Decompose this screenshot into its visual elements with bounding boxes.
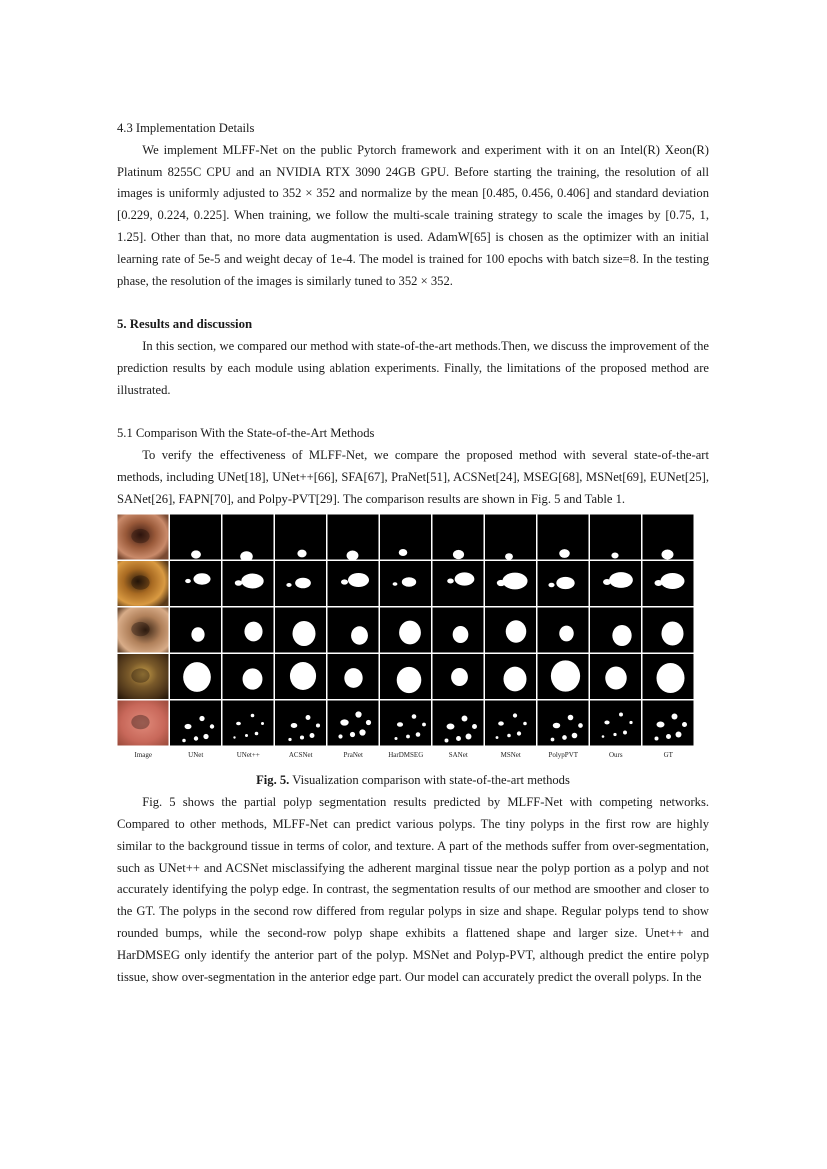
mask-region <box>657 722 665 728</box>
mask-region <box>513 714 517 718</box>
column-label: PraNet <box>343 751 363 760</box>
mask-region <box>662 550 674 560</box>
input-image-lumen <box>131 529 149 543</box>
mask-region <box>300 736 304 740</box>
mask-cell <box>433 654 484 699</box>
mask-cell <box>170 608 221 653</box>
mask-region <box>505 554 513 561</box>
column-label: UNet <box>188 751 204 760</box>
mask-region <box>466 734 472 740</box>
mask-region <box>553 723 560 729</box>
mask-cell <box>643 515 694 560</box>
mask-cell <box>643 608 694 653</box>
mask-region <box>412 715 417 720</box>
mask-background <box>590 701 641 746</box>
input-image <box>118 654 169 699</box>
mask-cell <box>538 701 589 746</box>
mask-region <box>453 550 464 559</box>
mask-region <box>605 667 626 690</box>
mask-cell <box>328 701 379 746</box>
mask-region <box>399 621 421 645</box>
mask-region <box>629 721 632 724</box>
column-label: ACSNet <box>288 751 313 760</box>
section-5-1-heading: 5.1 Comparison With the State-of-the-Art Methods <box>117 426 375 441</box>
mask-region <box>306 715 311 720</box>
mask-cell <box>328 515 379 561</box>
mask-region <box>194 737 198 741</box>
mask-region <box>507 734 511 738</box>
mask-region <box>559 549 570 558</box>
mask-cell <box>380 515 431 560</box>
column-label: GT <box>663 751 673 760</box>
mask-region <box>447 579 454 584</box>
mask-cell <box>170 515 221 560</box>
mask-region <box>185 579 191 583</box>
mask-region <box>235 581 242 587</box>
mask-region <box>210 725 214 729</box>
mask-region <box>255 732 259 736</box>
mask-cell <box>328 654 379 699</box>
mask-region <box>351 627 368 645</box>
mask-region <box>462 716 468 722</box>
mask-region <box>619 713 623 717</box>
mask-cell <box>275 701 326 746</box>
mask-region <box>682 722 687 727</box>
mask-cell <box>328 608 379 653</box>
mask-cell <box>643 701 694 746</box>
section-5-1-paragraph: To verify the effectiveness of MLFF-Net, we compare the proposed method with several state-of-the-art methods, including UNet[18], UNet++[66], SFA[67], PraNet[51], ACSNet[24], MSEG[68], MSNet[69], EUNet[25], SANet[26], FAPN[70], and Polpy-PVT[29]. The comparison results are shown in Fig. 5 and Table 1. <box>117 447 709 506</box>
input-image-lumen <box>131 622 149 636</box>
mask-region <box>578 724 583 729</box>
mask-cell <box>485 608 536 653</box>
mask-region <box>203 734 208 739</box>
section-4-3-heading: 4.3 Implementation Details <box>117 121 255 135</box>
input-image <box>118 561 169 606</box>
mask-region <box>393 583 398 587</box>
mask-cell <box>590 561 641 606</box>
figure-5-caption-text: Visualization comparison with state-of-the-art methods <box>289 773 570 788</box>
mask-cell <box>538 608 589 653</box>
mask-region <box>193 574 210 585</box>
mask-region <box>623 731 627 735</box>
mask-region <box>288 738 291 741</box>
figure-5-caption <box>117 770 709 792</box>
mask-region <box>496 736 499 739</box>
mask-region <box>422 723 426 727</box>
mask-region <box>397 723 403 728</box>
mask-cell <box>485 701 536 746</box>
mask-cell <box>223 515 274 562</box>
mask-region <box>602 736 605 739</box>
mask-region <box>293 621 316 646</box>
mask-cell <box>590 608 641 653</box>
figure-5 <box>117 514 695 766</box>
mask-background <box>485 515 536 560</box>
mask-region <box>182 739 186 743</box>
mask-region <box>191 551 201 559</box>
mask-region <box>251 714 255 718</box>
mask-region <box>344 669 362 689</box>
mask-region <box>506 621 527 643</box>
mask-region <box>447 724 455 730</box>
mask-region <box>366 720 371 725</box>
mask-cell <box>170 561 221 606</box>
mask-region <box>291 723 298 728</box>
section-5-heading: 5. Results and discussion <box>117 317 253 332</box>
mask-region <box>347 551 359 561</box>
mask-region <box>657 663 685 693</box>
mask-region <box>244 622 262 642</box>
mask-region <box>503 667 526 692</box>
mask-region <box>184 724 191 729</box>
mask-cell <box>223 561 274 606</box>
mask-region <box>399 549 408 556</box>
mask-cell <box>485 561 536 606</box>
mask-cell <box>590 515 641 560</box>
mask-region <box>261 722 264 725</box>
mask-region <box>497 580 505 586</box>
column-label: SANet <box>448 751 468 760</box>
mask-region <box>350 732 355 737</box>
mask-region <box>295 578 311 588</box>
mask-cell <box>433 515 484 560</box>
mask-cell <box>380 561 431 606</box>
mask-region <box>416 733 421 738</box>
mask-region <box>603 579 611 585</box>
input-image <box>118 701 169 746</box>
mask-cell <box>643 654 694 699</box>
mask-region <box>666 734 671 739</box>
mask-region <box>191 628 204 642</box>
mask-region <box>559 626 573 642</box>
mask-cell <box>328 561 379 606</box>
mask-region <box>236 722 241 726</box>
mask-region <box>613 733 616 736</box>
page-body <box>117 118 709 988</box>
mask-region <box>359 730 365 736</box>
mask-region <box>523 722 527 726</box>
mask-cell <box>590 654 641 699</box>
mask-cell <box>170 701 221 746</box>
mask-region <box>548 583 554 588</box>
mask-region <box>316 724 320 728</box>
mask-region <box>286 583 291 587</box>
mask-region <box>611 553 618 559</box>
mask-cell <box>275 515 326 560</box>
column-label: Ours <box>608 751 623 760</box>
mask-region <box>402 578 416 588</box>
figure-5-grid <box>117 514 695 766</box>
input-image-lumen <box>131 669 149 683</box>
mask-region <box>341 580 348 585</box>
mask-region <box>655 737 659 741</box>
mask-region <box>199 716 204 721</box>
mask-region <box>604 721 609 725</box>
mask-cell <box>380 701 431 746</box>
column-label: UNet++ <box>236 751 260 760</box>
mask-region <box>609 572 633 588</box>
mask-region <box>297 550 306 558</box>
mask-background <box>485 701 536 746</box>
section-5-paragraph: In this section, we compared our method with state-of-the-art methods.Then, we discuss the improvement of the prediction results by each module using ablation experiments. Finally, the limitations of the proposed method are illustrated. <box>117 338 709 397</box>
mask-cell <box>223 608 274 653</box>
mask-region <box>551 738 555 742</box>
mask-cell <box>275 561 326 606</box>
mask-background <box>170 561 221 606</box>
mask-region <box>568 715 574 721</box>
mask-region <box>612 625 631 646</box>
mask-region <box>445 739 449 743</box>
input-image <box>118 608 169 653</box>
mask-cell <box>643 561 694 606</box>
mask-cell <box>433 561 484 606</box>
mask-region <box>517 732 521 736</box>
mask-region <box>662 622 684 646</box>
mask-region <box>455 573 475 586</box>
input-image-lumen <box>131 576 149 590</box>
column-label: MSNet <box>500 751 521 760</box>
mask-cell <box>433 608 484 653</box>
mask-region <box>456 736 461 741</box>
mask-region <box>233 737 235 739</box>
mask-region <box>655 580 663 586</box>
mask-region <box>661 573 685 589</box>
mask-region <box>397 667 422 693</box>
mask-cell <box>485 654 536 699</box>
mask-region <box>406 735 410 739</box>
mask-cell <box>538 561 589 606</box>
mask-cell <box>485 515 536 560</box>
mask-region <box>290 662 316 690</box>
mask-cell <box>170 654 221 699</box>
mask-cell <box>223 654 274 699</box>
mask-region <box>453 626 469 643</box>
mask-cell <box>538 654 589 699</box>
mask-region <box>502 573 527 590</box>
mask-cell <box>223 701 274 746</box>
mask-region <box>498 722 504 726</box>
mask-region <box>241 574 263 589</box>
mask-region <box>245 734 248 737</box>
input-image-lumen <box>131 715 149 729</box>
mask-region <box>310 733 315 738</box>
mask-region <box>243 669 263 690</box>
column-label: Image <box>134 751 152 760</box>
mask-region <box>394 737 397 740</box>
input-image <box>118 515 169 560</box>
mask-cell <box>275 608 326 653</box>
mask-region <box>340 720 348 726</box>
mask-cell <box>433 701 484 746</box>
mask-region <box>348 573 369 587</box>
mask-cell <box>538 515 589 560</box>
mask-cell <box>380 654 431 699</box>
mask-region <box>551 661 580 692</box>
mask-region <box>472 724 477 729</box>
mask-region <box>556 577 574 589</box>
mask-region <box>355 712 361 718</box>
mask-region <box>338 735 342 739</box>
column-label: HarDMSEG <box>388 751 424 760</box>
section-4-3-paragraph: We implement MLFF-Net on the public Pytorch framework and experiment with it on an Intel(R) Xeon(R) Platinum 8255C CPU and an NVIDIA RTX 3090 24GB GPU. Before starting the training, the resolution of all images is uniformly adjusted to 352 × 352 and normalize by the mean [0.485, 0.456, 0.406] and standard deviation [0.229, 0.224, 0.225]. When training, we follow the multi-scale training strategy to scale the images by [0.75, 1, 1.25]. Other than that, no more data augmentation is used. AdamW[65] is chosen as the optimizer with an initial learning rate of 5e-5 and weight decay of 1e-4. The model is trained for 100 epochs with batch size=8. In the testing phase, the resolution of the images is similarly tuned to 352 × 352. <box>117 142 709 288</box>
mask-region <box>572 733 578 739</box>
column-label: PolypPVT <box>548 751 579 760</box>
mask-cell <box>380 608 431 653</box>
mask-background <box>223 701 274 746</box>
mask-region <box>183 663 211 693</box>
mask-region <box>451 668 468 686</box>
mask-region <box>672 714 678 720</box>
mask-region <box>562 736 567 741</box>
mask-cell <box>590 701 641 746</box>
mask-cell <box>275 654 326 699</box>
discussion-paragraph: Fig. 5 shows the partial polyp segmentation results predicted by MLFF-Net with competing networks. Compared to other methods, MLFF-Net can predict various polyps. The tiny polyps in the first row are highly similar to the background tissue in terms of color, and texture. A part of the methods suffer from over-segmentation, such as UNet++ and ACSNet misclassifying the adherent marginal tissue near the polyp portion as a polyp and not accurately identifying the polyp edge. In contrast, the segmentation results of our method are smoother and closer to the GT. The polyps in the second row differed from regular polyps in size and shape. Regular polyps tend to show rounded bumps, while the second-row polyp shape exhibits a flattened shape and larger size. Unet++ and HarDMSEG only identify the anterior part of the polyp. MSNet and Polyp-PVT, although predict the entire polyp tissue, show over-segmentation in the anterior edge part. Our model can accurately predict the overall polyps. In the <box>117 795 709 984</box>
mask-region <box>240 552 253 562</box>
figure-5-caption-label: Fig. 5. <box>256 773 290 788</box>
mask-region <box>676 732 682 738</box>
